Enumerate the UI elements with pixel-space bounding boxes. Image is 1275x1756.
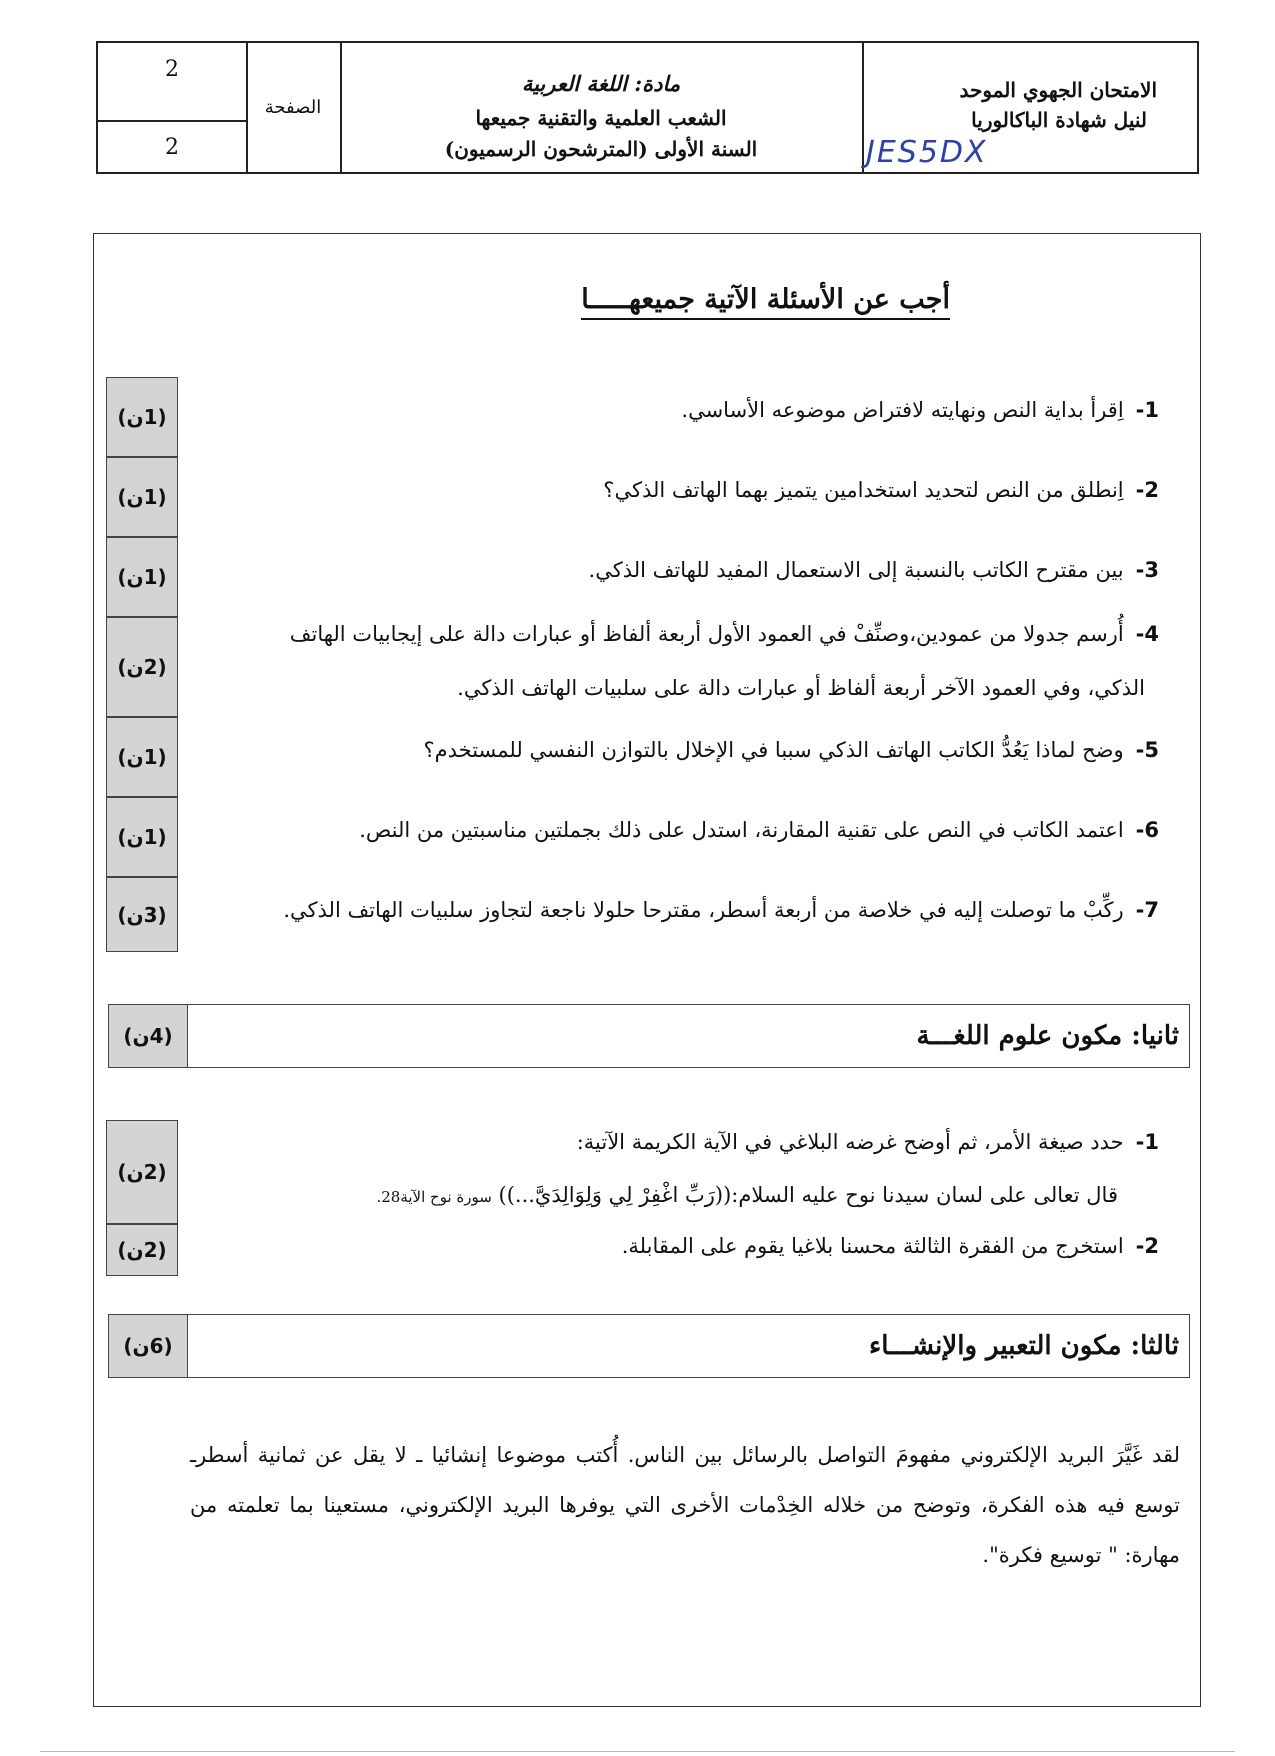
question-text: أُرسم جدولا من عمودين،وصنِّفْ في العمود الأول أربعة ألفاظ أو عبارات دالة على إيجابيات الهاتف [289, 622, 1124, 646]
question-text: اِنطلق من النص لتحديد استخدامين يتميز بهما الهاتف الذكي؟ [603, 478, 1124, 502]
question-number: 1- [1135, 398, 1159, 422]
score-box: (1ن) [106, 377, 178, 457]
question-7 [283, 898, 1159, 922]
header-divider [862, 43, 864, 172]
question-text: بين مقترح الكاتب بالنسبة إلى الاستعمال المفيد للهاتف الذكي. [588, 558, 1124, 582]
exam-title-line1: الامتحان الجهوي الموحد [959, 78, 1157, 102]
question-text: اِقرأ بداية النص ونهايته لافتراض موضوعه الأساسي. [681, 398, 1124, 422]
branches: الشعب العلمية والتقنية جميعها [475, 106, 727, 130]
question-text: حدد صيغة الأمر، ثم أوضح غرضه البلاغي في الآية الكريمة الآتية: [576, 1130, 1124, 1154]
question-number: 7- [1135, 898, 1159, 922]
question-1 [681, 398, 1159, 422]
verse-text: قال تعالى على لسان سيدنا نوح عليه السلام:((رَبِّ اغْفِرْ لِي وَلِوَالِدَيَّ...)) [498, 1183, 1118, 1207]
page-label: الصفحة [264, 97, 322, 118]
question-number: 5- [1135, 738, 1159, 762]
question-4-line2: الذكي، وفي العمود الآخر أربعة ألفاظ أو عبارات دالة على سلبيات الهاتف الذكي. [457, 676, 1145, 700]
score-box: (1ن) [106, 457, 178, 537]
question-text: استخرج من الفقرة الثالثة محسنا بلاغيا يقوم على المقابلة. [621, 1234, 1124, 1258]
essay-prompt: لقد غَيَّرَ البريد الإلكتروني مفهومَ التواصل بالرسائل بين الناس. أُكتب موضوعا إنشائيا ـ لا يقل عن ثمانية أسطرـ توسع فيه هذه الفكرة، وتوضح من خلاله الخِدْمات الأخرى التي يوفرها البريد الإلكتروني، مستعينا بما تعلمته من مهارة: " توسيع فكرة". [190, 1443, 1180, 1567]
subject-title: مادة: اللغة العربية [521, 71, 681, 96]
header-table [96, 41, 1199, 174]
handwritten-code: JES5DX [866, 135, 988, 170]
question-text: وضح لماذا يَعُدُّ الكاتب الهاتف الذكي سببا في الإخلال بالتوازن النفسي للمستخدم؟ [423, 738, 1124, 762]
page-number: 2 [165, 57, 179, 82]
score-box: (2ن) [106, 1224, 178, 1276]
section-language [108, 1004, 1190, 1068]
question-5 [423, 738, 1159, 762]
score-box: (1ن) [106, 797, 178, 877]
exam-year: السنة الأولى (المترشحون الرسميون) [444, 137, 758, 161]
question-6 [359, 818, 1159, 842]
question-number: 3- [1135, 558, 1159, 582]
question-4 [290, 622, 1159, 646]
exam-title-line2: لنيل شهادة الباكالوريا [971, 108, 1147, 132]
language-question-2 [622, 1234, 1159, 1258]
question-number: 4- [1135, 622, 1159, 646]
section-title: ثانيا: مكون علوم اللغـــة [916, 1021, 1179, 1051]
score-box: (2ن) [106, 617, 178, 717]
section-expression [108, 1314, 1190, 1378]
question-3 [589, 558, 1159, 582]
page-bottom-line [40, 1751, 1235, 1752]
section-title: ثالثا: مكون التعبير والإنشـــاء [868, 1331, 1179, 1361]
question-number: 6- [1135, 818, 1159, 842]
question-number: 2- [1135, 478, 1159, 502]
question-number: 2- [1135, 1234, 1159, 1258]
page-total: 2 [165, 135, 179, 160]
score-box: (2ن) [106, 1120, 178, 1224]
language-question-1 [577, 1130, 1159, 1154]
instructions-title: أجب عن الأسئلة الآتية جميعهـــــا [581, 284, 950, 320]
question-text: اعتمد الكاتب في النص على تقنية المقارنة، استدل على ذلك بجملتين مناسبتين من النص. [359, 818, 1124, 842]
section-score: (6ن) [109, 1315, 188, 1377]
verse-reference: سورة نوح الآية28. [376, 1188, 492, 1206]
section-score: (4ن) [109, 1005, 188, 1067]
question-text: ركِّبْ ما توصلت إليه في خلاصة من أربعة أسطر، مقترحا حلولا ناجعة لتجاوز سلبيات الهاتف الذكي. [283, 898, 1124, 922]
question-number: 1- [1135, 1130, 1159, 1154]
score-box: (1ن) [106, 717, 178, 797]
score-box: (3ن) [106, 877, 178, 952]
quran-verse [376, 1183, 1118, 1207]
score-box: (1ن) [106, 537, 178, 617]
header-divider [98, 120, 246, 122]
question-2 [603, 478, 1159, 502]
